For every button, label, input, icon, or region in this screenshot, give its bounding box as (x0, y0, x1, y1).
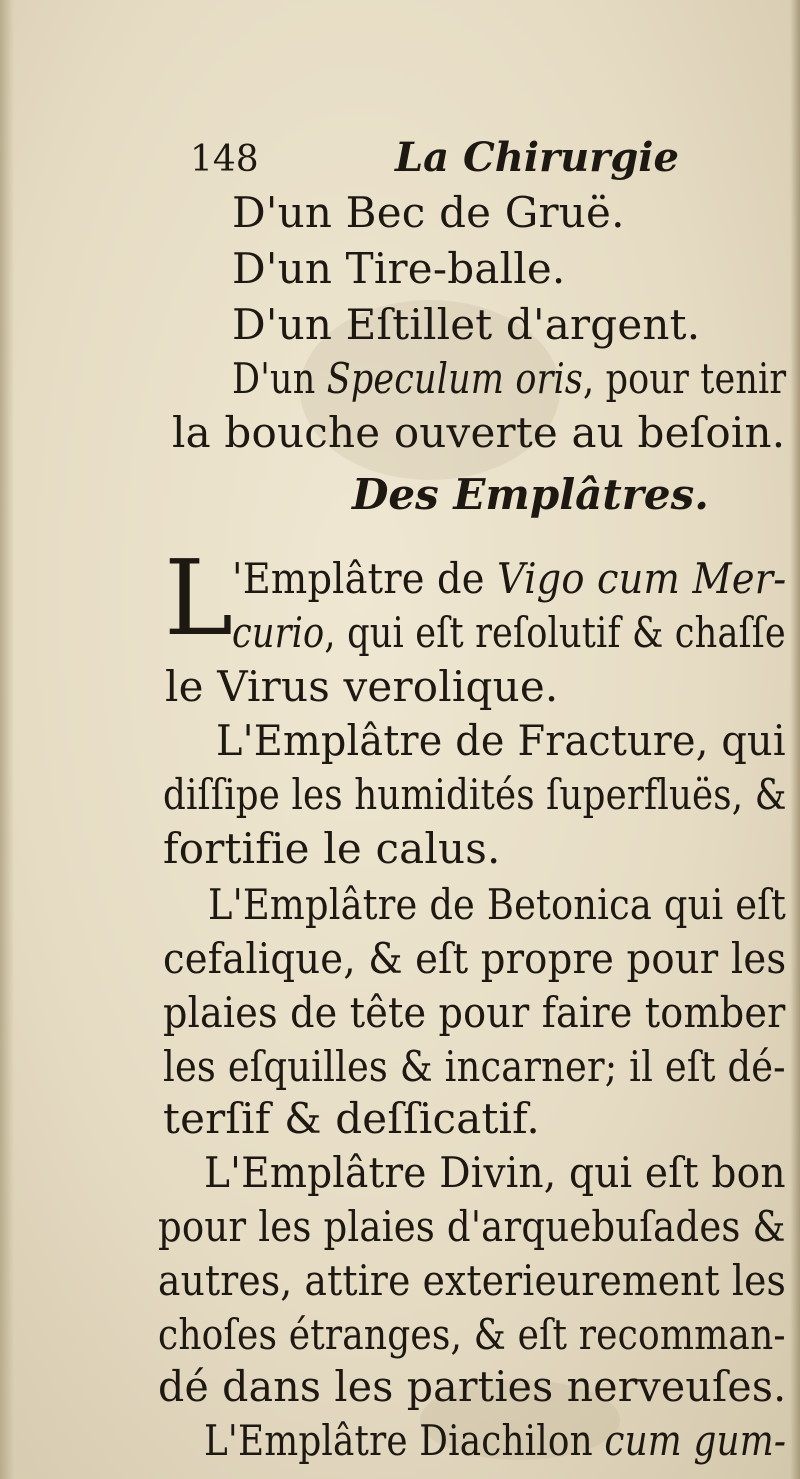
text-span: , pour tenir (583, 354, 787, 403)
text-line: plaies de tête pour faire tomber (163, 988, 786, 1037)
text-line: les eſquilles & incarner; il eſt dé- (163, 1042, 786, 1091)
text-line: le Virus verolique. (165, 662, 559, 711)
italic-term: cum gum- (604, 1416, 787, 1465)
text-line: pour les plaies d'arquebuſades & (158, 1202, 786, 1251)
text-line: L'Emplâtre Divin, qui eſt bon (204, 1148, 786, 1197)
running-head: La Chirurgie (395, 134, 679, 181)
italic-term: Speculum oris (326, 354, 584, 403)
text-line: D'un Tire-balle. (232, 244, 566, 293)
text-span: D'un (232, 354, 327, 403)
text-line-speculum (232, 354, 786, 404)
text-line: fortifie le calus. (163, 824, 501, 873)
text-line: L'Emplâtre de Fracture, qui (216, 716, 786, 765)
text-line: diſſipe les humidités ſuperfluës, & (163, 770, 787, 819)
text-span: 'Emplâtre de (232, 554, 497, 603)
page-number: 148 (190, 139, 259, 180)
text-line: terſif & deſſicatif. (163, 1094, 540, 1143)
text-line-vigo (232, 554, 786, 604)
text-span: L'Emplâtre Diachilon (204, 1416, 605, 1465)
section-heading: Des Emplâtres. (352, 470, 709, 519)
text-line-last (204, 1416, 786, 1466)
text-line: L'Emplâtre de Betonica qui eſt (208, 880, 786, 929)
drop-cap: L (164, 537, 234, 659)
text-line: D'un Bec de Gruë. (232, 188, 625, 237)
text-line: D'un Eſtillet d'argent. (232, 300, 701, 349)
text-line-vigo (232, 608, 786, 658)
text-line: choſes étranges, & eſt recomman- (158, 1310, 786, 1359)
text-line: la bouche ouverte au beſoin. (172, 408, 786, 457)
italic-term: Vigo cum Mer- (496, 554, 787, 603)
text-line: cefalique, & eſt propre pour les (163, 934, 787, 983)
text-line: autres, attire exterieurement les (158, 1256, 787, 1305)
text-line: dé dans les parties nerveuſes. (158, 1362, 787, 1411)
italic-term: curio (232, 608, 325, 657)
text-span: , qui eſt reſolutif & chaſſe (324, 608, 786, 657)
